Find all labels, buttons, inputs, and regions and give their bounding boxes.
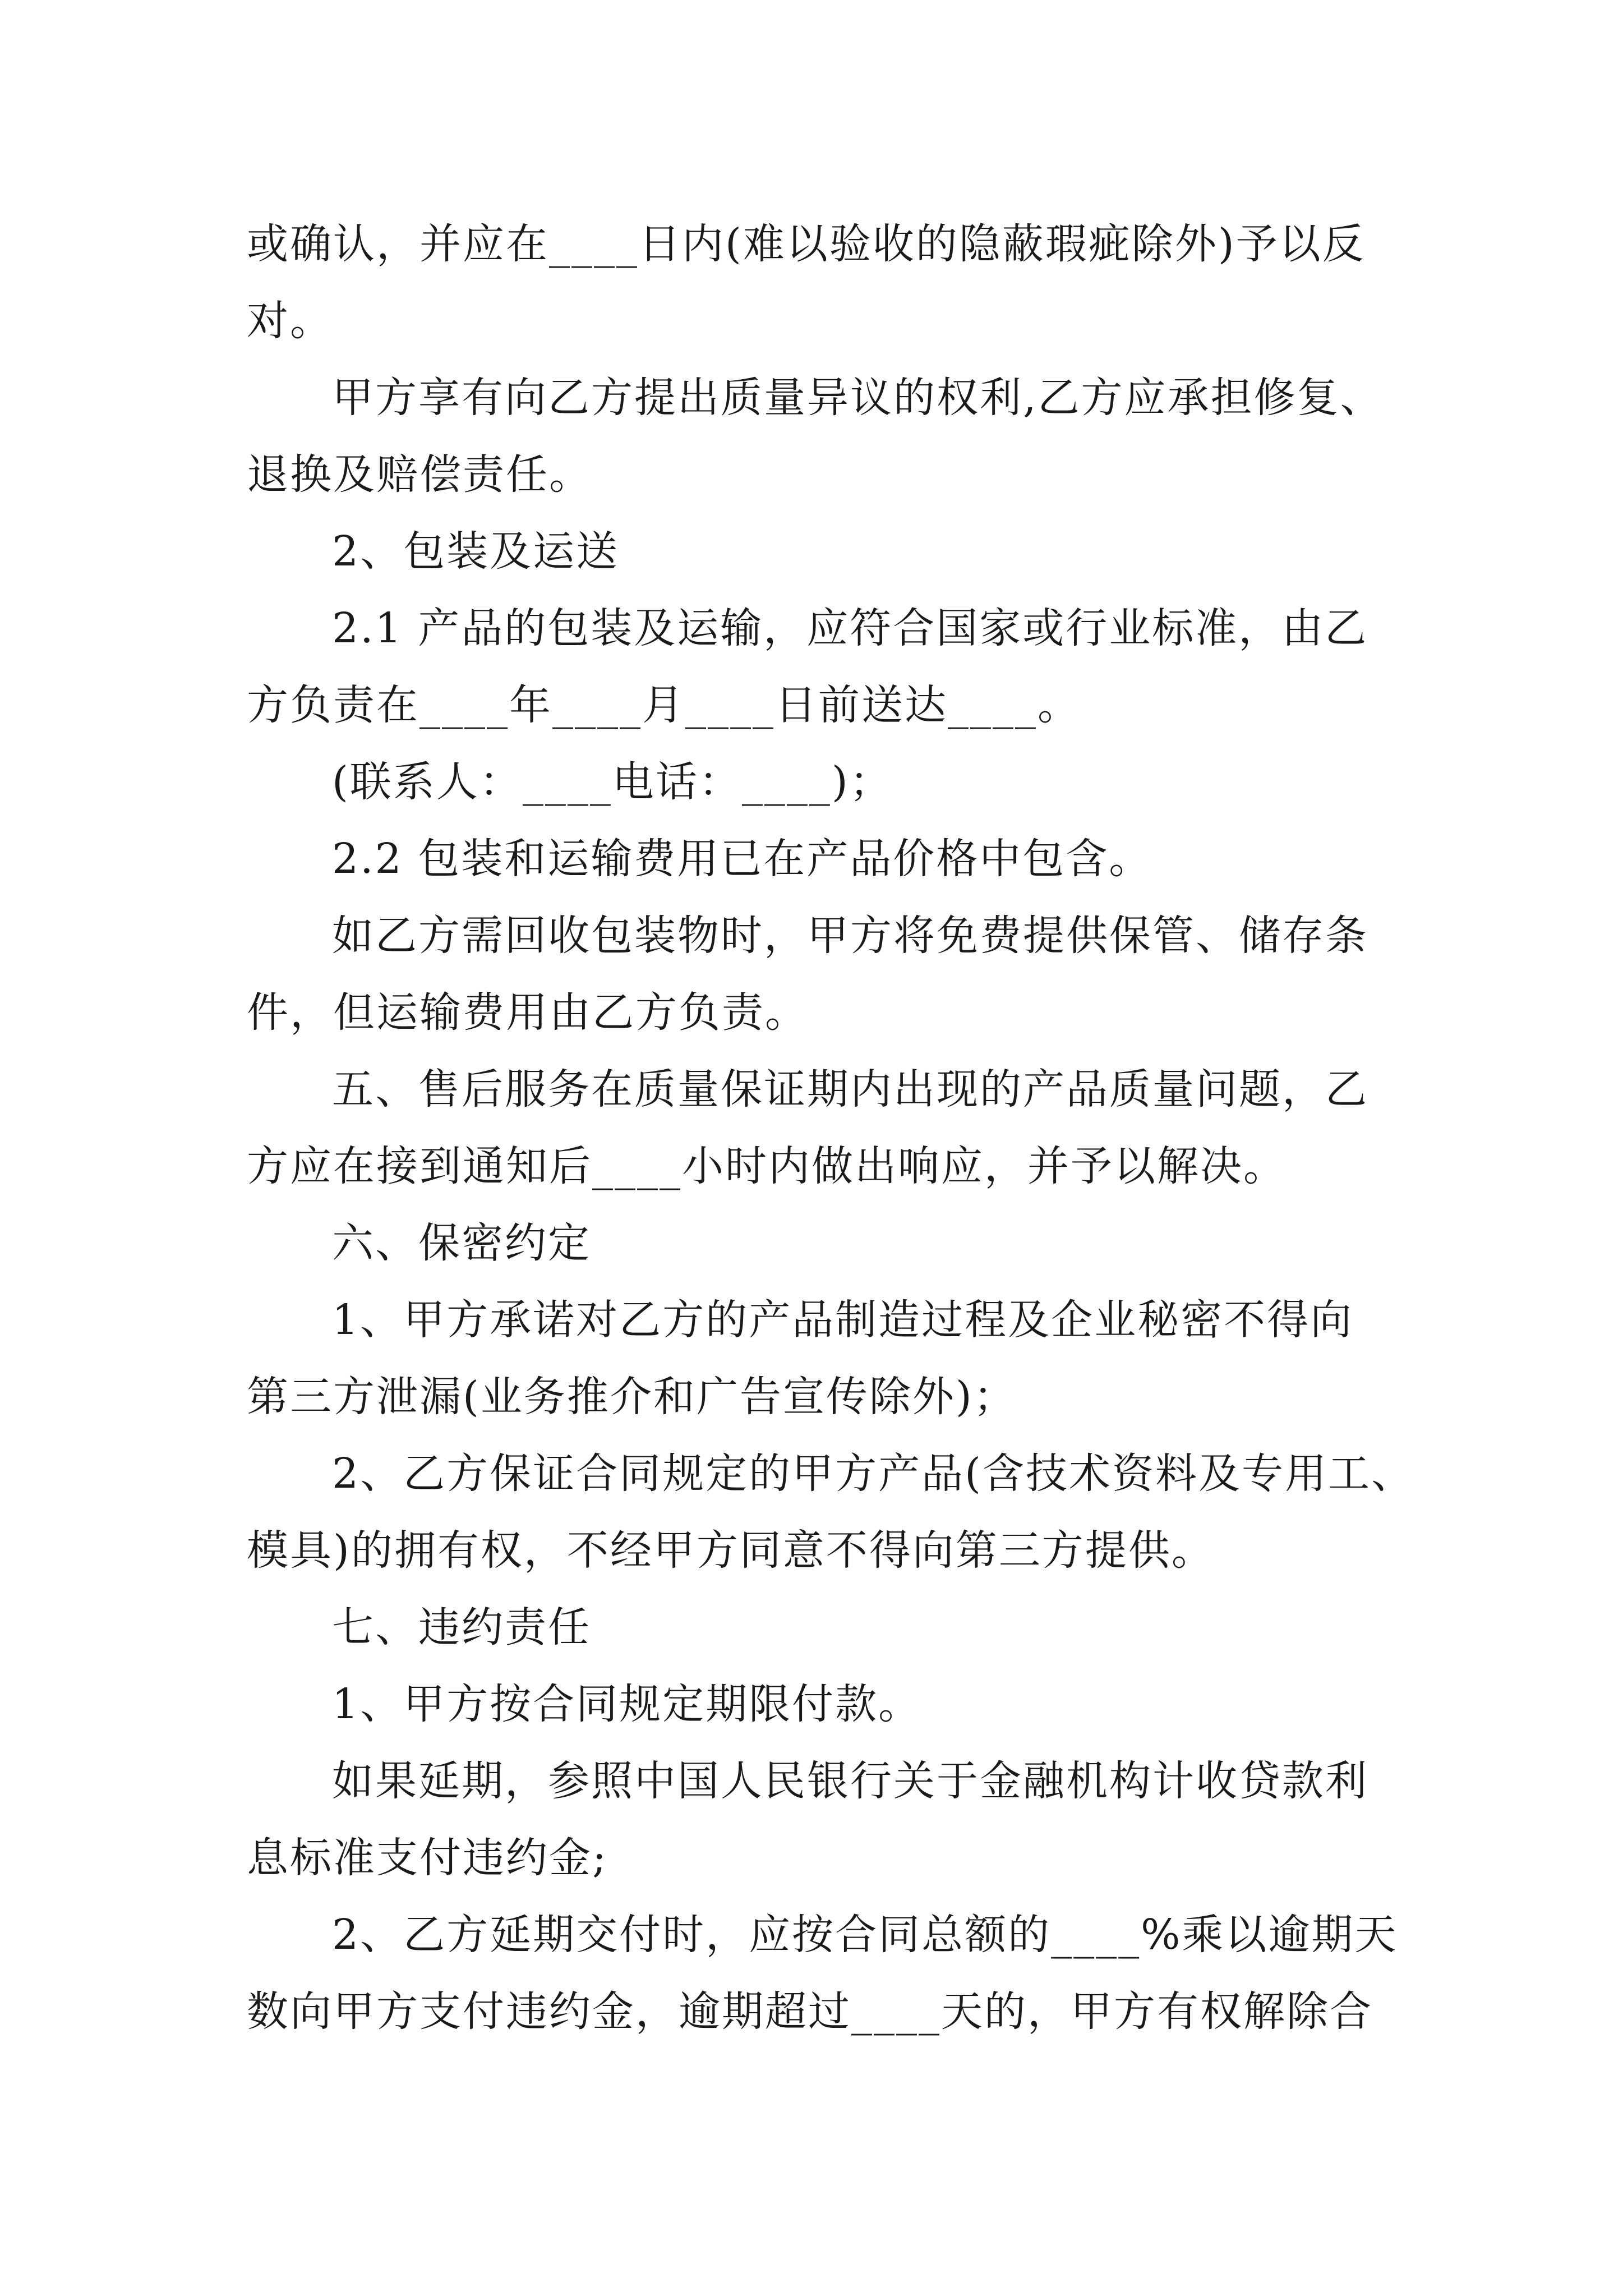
text-line: (联系人：____电话：____)； — [332, 758, 893, 806]
text-line: 退换及赔偿责任。 — [247, 450, 592, 499]
text-line: 甲方享有向乙方提出质量异议的权利,乙方应承担修复、 — [332, 374, 1384, 422]
text-line: 2、乙方延期交付时，应按合同总额的____%乘以逾期天 — [332, 1911, 1398, 1959]
text-line: 第三方泄漏(业务推介和广告宣传除外)； — [247, 1373, 1017, 1421]
text-line: 2.2 包装和运输费用已在产品价格中包含。 — [332, 835, 1152, 883]
text-line: 2、乙方保证合同规定的甲方产品(含技术资料及专用工、 — [332, 1450, 1414, 1498]
text-line: 数向甲方支付违约金，逾期超过____天的，甲方有权解除合 — [247, 1987, 1373, 2036]
text-line: 对。 — [247, 297, 333, 345]
text-line: 息标准支付违约金; — [247, 1834, 608, 1882]
text-line: 方应在接到通知后____小时内做出响应，并予以解决。 — [247, 1142, 1287, 1190]
text-line: 方负责在____年____月____日前送达____。 — [247, 681, 1081, 729]
text-line: 2、包装及运送 — [332, 527, 620, 576]
text-line: 六、保密约定 — [332, 1219, 591, 1267]
text-line: 或确认，并应在____日内(难以验收的隐蔽瑕疵除外)予以反 — [247, 220, 1366, 268]
text-line: 如果延期，参照中国人民银行关于金融机构计收贷款利 — [332, 1757, 1368, 1805]
text-line: 模具)的拥有权，不经甲方同意不得向第三方提供。 — [247, 1526, 1215, 1575]
text-line: 1、甲方承诺对乙方的产品制造过程及企业秘密不得向 — [332, 1296, 1354, 1344]
text-line: 五、售后服务在质量保证期内出现的产品质量问题，乙 — [332, 1065, 1368, 1114]
text-line: 如乙方需回收包装物时，甲方将免费提供保管、储存条 — [332, 912, 1368, 960]
text-line: 1、甲方按合同规定期限付款。 — [332, 1680, 922, 1728]
text-line: 2.1 产品的包装及运输，应符合国家或行业标准，由乙 — [332, 604, 1368, 652]
text-line: 七、违约责任 — [332, 1603, 591, 1651]
text-line: 件，但运输费用由乙方负责。 — [247, 988, 808, 1037]
